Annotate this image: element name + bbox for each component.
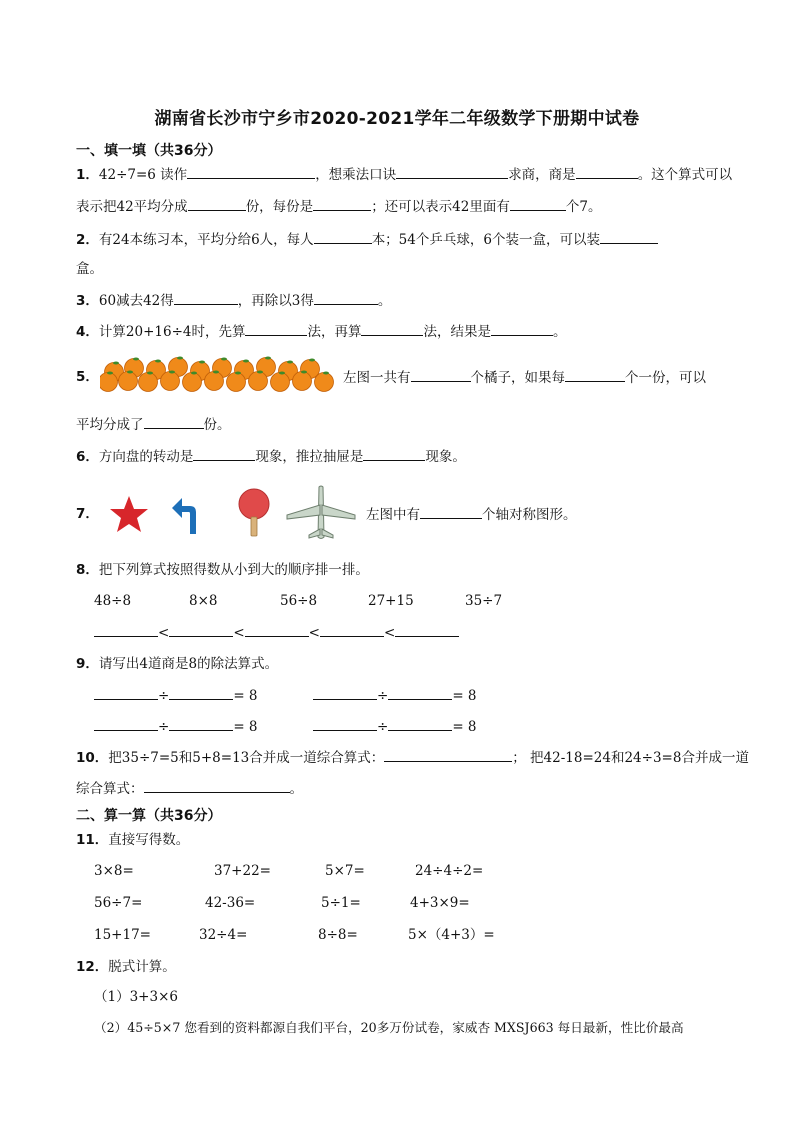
q3-text-b: ，再除以3得 — [237, 293, 314, 309]
q9-text-a: 请写出4道商是8的除法算式。 — [98, 656, 279, 672]
q4-text-c: 法，结果是 — [423, 324, 491, 340]
q8-expr-4: 27+15 — [368, 593, 414, 609]
question-5-number — [76, 367, 99, 387]
q11-item: 37+22= — [214, 863, 271, 879]
q4-text-a: 计算20+16÷4时，先算 — [98, 324, 246, 340]
orange-fruit — [100, 373, 118, 392]
q1-text-e: 表示把42平均分成 — [76, 199, 188, 215]
question-3 — [76, 290, 391, 311]
orange-fruit — [161, 372, 180, 391]
answer-blank[interactable] — [600, 229, 658, 244]
question-number: 11． — [76, 832, 109, 848]
q5-text-e: 份。 — [203, 417, 231, 433]
answer-blank[interactable] — [188, 196, 246, 211]
answer-blank[interactable] — [245, 622, 309, 637]
answer-blank[interactable] — [313, 685, 377, 700]
orange-leaf — [301, 371, 307, 374]
answer-blank[interactable] — [491, 321, 553, 336]
q10-text-a: 把35÷7=5和5+8=13合并成一道综合算式： — [108, 750, 385, 766]
orange-fruit — [271, 373, 290, 392]
orange-leaf — [107, 372, 113, 375]
q2-text-b: 本；54个乒乓球，6个装一盒，可以装 — [371, 232, 600, 248]
orange-fruit — [227, 373, 246, 392]
less-than-sign: < — [383, 625, 396, 641]
q9-division-row — [313, 716, 477, 737]
answer-blank[interactable] — [420, 504, 482, 519]
answer-blank[interactable] — [94, 716, 158, 731]
orange-leaf — [243, 360, 249, 363]
question-number: 4． — [76, 324, 99, 340]
question-number: 1． — [76, 167, 99, 183]
q5-text-c: 个一份，可以 — [625, 370, 706, 386]
division-sign: ÷ — [158, 688, 170, 704]
q3-text-c: 。 — [377, 293, 392, 309]
q6-text-c: 现象。 — [425, 449, 466, 465]
answer-blank[interactable] — [174, 290, 238, 305]
q11-item: 3×8= — [94, 863, 134, 879]
q2-text-c: 盒。 — [76, 261, 103, 277]
answer-blank[interactable] — [169, 622, 233, 637]
answer-blank[interactable] — [314, 229, 372, 244]
q5-text-d: 平均分成了 — [76, 417, 144, 433]
q9-division-row — [94, 685, 258, 706]
oranges-group — [100, 357, 334, 392]
division-sign: ÷ — [377, 719, 389, 735]
question-2-line-1 — [76, 229, 658, 250]
orange-leaf — [265, 357, 271, 360]
answer-blank[interactable] — [384, 747, 512, 762]
question-number: 9． — [76, 656, 99, 672]
answer-blank[interactable] — [94, 685, 158, 700]
answer-blank[interactable] — [576, 164, 638, 179]
question-7-number — [76, 504, 99, 524]
orange-leaf — [191, 372, 197, 375]
less-than-sign: < — [158, 625, 170, 641]
q11-item: 24÷4÷2= — [415, 863, 484, 879]
q3-text-a: 60减去42得 — [98, 293, 174, 309]
q1-text-h: 个7。 — [565, 199, 602, 215]
answer-blank[interactable] — [144, 414, 204, 429]
star-icon — [108, 494, 150, 534]
q11-text-a: 直接写得数。 — [108, 832, 190, 848]
q5-text-b: 个橘子，如果每 — [470, 370, 565, 386]
q11-item: 4+3×9= — [410, 895, 470, 911]
airplane-icon — [285, 485, 357, 541]
question-number: 8． — [76, 562, 99, 578]
orange-leaf — [279, 372, 285, 375]
q4-text-b: 法，再算 — [307, 324, 362, 340]
q1-text-f: 份，每份是 — [245, 199, 314, 215]
answer-blank[interactable] — [193, 446, 255, 461]
q12-part-1: （1）3+3×6 — [94, 989, 178, 1005]
question-number: 6． — [76, 449, 99, 465]
question-5-line-2 — [76, 414, 231, 435]
q1-text-a: 42÷7=6 读作 — [98, 167, 188, 183]
q2-text-a: 有24本练习本，平均分给6人，每人 — [98, 232, 314, 248]
q6-text-b: 现象，推拉抽屉是 — [255, 449, 364, 465]
equals-eight: = 8 — [233, 719, 258, 735]
q8-expr-5: 35÷7 — [465, 593, 503, 609]
division-sign: ÷ — [377, 688, 389, 704]
orange-leaf — [133, 358, 139, 361]
equals-eight: = 8 — [452, 719, 477, 735]
q10-text-c: 综合算式： — [76, 781, 144, 797]
ping-pong-paddle-icon — [236, 488, 272, 538]
less-than-sign: < — [308, 625, 320, 641]
q1-text-c: 求商，商是 — [508, 167, 576, 183]
section-1-heading: 一、填一填（共36分） — [76, 143, 222, 159]
orange-leaf — [199, 361, 205, 364]
orange-leaf — [113, 362, 119, 365]
question-number: 3． — [76, 293, 99, 309]
q5-text-a: 左图一共有 — [343, 370, 411, 386]
answer-blank[interactable] — [313, 716, 377, 731]
question-4 — [76, 321, 566, 342]
q11-item: 5×（4+3）= — [408, 927, 495, 943]
answer-blank[interactable] — [510, 196, 566, 211]
orange-leaf — [257, 371, 263, 374]
orange-leaf — [169, 371, 175, 374]
answer-blank[interactable] — [314, 290, 378, 305]
orange-leaf — [235, 372, 241, 375]
answer-blank[interactable] — [320, 622, 384, 637]
question-number: 7． — [76, 506, 99, 522]
orange-fruit — [315, 373, 334, 392]
section-2-heading: 二、算一算（共36分） — [76, 808, 222, 824]
question-5-line-1 — [343, 367, 706, 388]
answer-blank[interactable] — [144, 778, 290, 793]
q12-part-2: （2）45÷5×7 您看到的资料都源自我们平台，20多万份试卷，家威杏 MXSJ663 每日最新，性比价最高 — [94, 1020, 684, 1035]
answer-blank[interactable] — [187, 164, 315, 179]
orange-leaf — [147, 372, 153, 375]
q11-item: 32÷4= — [199, 927, 248, 943]
question-number: 10． — [76, 750, 109, 766]
q10-text-b: ； 把42-18=24和24÷3=8合并成一道 — [512, 750, 749, 766]
answer-blank[interactable] — [396, 164, 508, 179]
answer-blank[interactable] — [411, 367, 471, 382]
orange-leaf — [127, 371, 133, 374]
equals-eight: = 8 — [452, 688, 477, 704]
turn-left-arrow-icon — [170, 494, 206, 536]
oranges-image — [100, 354, 334, 394]
q11-item: 5×7= — [325, 863, 365, 879]
question-12 — [76, 957, 176, 977]
less-than-sign: < — [233, 625, 245, 641]
q1-text-d: 。这个算式可以 — [637, 167, 733, 183]
q10-text-d: 。 — [289, 781, 303, 797]
q4-text-d: 。 — [552, 324, 567, 340]
question-number: 5． — [76, 369, 99, 385]
page-title: 湖南省长沙市宁乡市2020-2021学年二年级数学下册期中试卷 — [154, 109, 640, 129]
answer-blank[interactable] — [565, 367, 625, 382]
answer-blank[interactable] — [363, 446, 425, 461]
question-2-line-2 — [76, 259, 103, 279]
orange-fruit — [205, 372, 224, 391]
orange-leaf — [309, 359, 315, 362]
answer-blank[interactable] — [361, 321, 423, 336]
q11-item: 8÷8= — [318, 927, 358, 943]
answer-blank[interactable] — [245, 321, 307, 336]
q8-order-line — [94, 622, 459, 643]
question-7-text — [366, 504, 577, 525]
answer-blank[interactable] — [313, 196, 371, 211]
q1-text-b: ，想乘法口诀 — [315, 167, 397, 183]
equals-eight: = 8 — [233, 688, 258, 704]
answer-blank[interactable] — [388, 716, 452, 731]
q8-expr-1: 48÷8 — [94, 593, 132, 609]
orange-fruit — [183, 373, 202, 392]
answer-blank[interactable] — [395, 622, 459, 637]
q9-division-row — [94, 716, 258, 737]
question-1-line-2 — [76, 196, 601, 217]
answer-blank[interactable] — [388, 685, 452, 700]
orange-fruit — [119, 372, 138, 391]
question-number: 12． — [76, 959, 109, 975]
q7-text-b: 个轴对称图形。 — [482, 507, 577, 523]
orange-fruit — [293, 372, 312, 391]
answer-blank[interactable] — [94, 622, 158, 637]
question-6 — [76, 446, 466, 467]
orange-fruit — [139, 373, 158, 392]
question-8 — [76, 560, 369, 580]
q11-item: 5÷1= — [321, 895, 361, 911]
q8-text-a: 把下列算式按照得数从小到大的顺序排一排。 — [98, 562, 369, 578]
question-number: 2． — [76, 232, 99, 248]
answer-blank[interactable] — [169, 685, 233, 700]
orange-leaf — [287, 361, 293, 364]
question-10-line-1 — [76, 747, 749, 768]
q11-item: 42-36= — [205, 895, 256, 911]
q8-expr-2: 8×8 — [189, 593, 218, 609]
q6-text-a: 方向盘的转动是 — [98, 449, 194, 465]
question-10-line-2 — [76, 778, 303, 799]
q7-text-a: 左图中有 — [366, 507, 420, 523]
orange-leaf — [323, 372, 329, 375]
q1-text-g: ；还可以表示42里面有 — [371, 199, 510, 215]
division-sign: ÷ — [158, 719, 170, 735]
orange-leaf — [221, 358, 227, 361]
q11-item: 56÷7= — [94, 895, 143, 911]
orange-leaf — [155, 360, 161, 363]
answer-blank[interactable] — [169, 716, 233, 731]
question-1-line-1 — [76, 164, 732, 185]
q9-division-row — [313, 685, 477, 706]
orange-leaf — [213, 371, 219, 374]
question-11 — [76, 830, 189, 850]
q12-text-a: 脱式计算。 — [108, 959, 176, 975]
orange-leaf — [177, 357, 183, 360]
orange-fruit — [249, 372, 268, 391]
q8-expr-3: 56÷8 — [280, 593, 318, 609]
q11-item: 15+17= — [94, 927, 151, 943]
question-9 — [76, 654, 278, 674]
